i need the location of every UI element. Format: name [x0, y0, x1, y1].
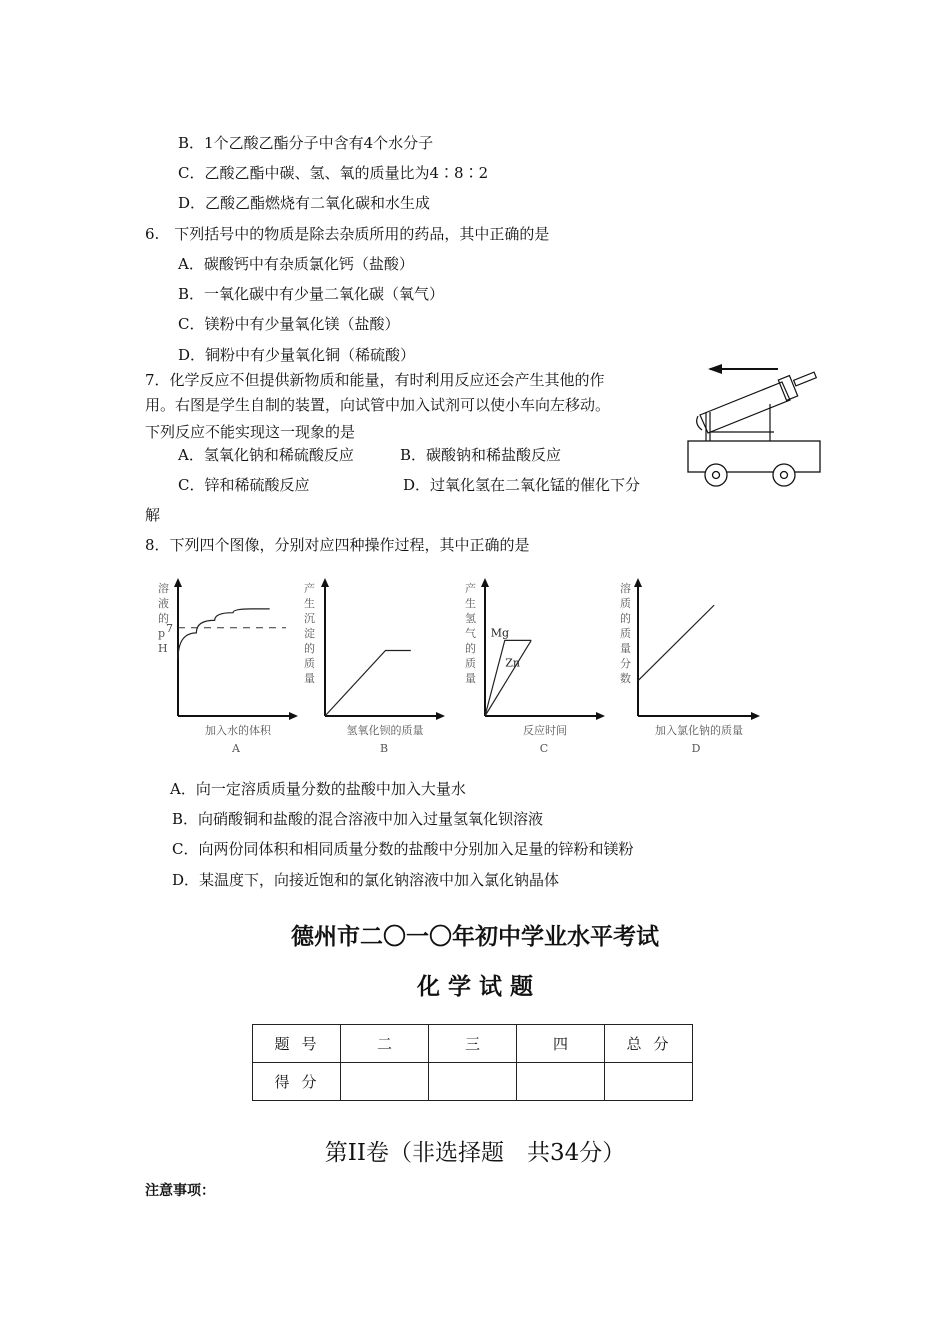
section-heading: 第II卷（非选择题 共34分） — [324, 1140, 626, 1166]
q8-option-b: B．向硝酸铜和盐酸的混合溶液中加入过量氢氧化钡溶液 — [172, 810, 544, 828]
series-label: Mg — [490, 626, 510, 640]
x-axis-label: 反应时间 — [523, 724, 567, 737]
q6-option-b: B．一氧化碳中有少量二氧化碳（氧气） — [178, 285, 445, 303]
q7-stem-line3: 下列反应不能实现这一现象的是 — [145, 423, 356, 441]
score-row-label: 得分 — [253, 1063, 341, 1101]
x-axis-label: 加入氯化钠的质量 — [655, 724, 743, 737]
q6-stem: 6. 下列括号中的物质是除去杂质所用的药品，其中正确的是 — [145, 225, 550, 243]
notes-heading: 注意事项： — [145, 1183, 215, 1199]
x-axis-label: 氢氧化钡的质量 — [346, 724, 424, 737]
score-table-header: 题号 — [253, 1025, 341, 1063]
wheel-icon — [705, 464, 795, 486]
q8-option-c: C．向两份同体积和相同质量分数的盐酸中分别加入足量的锌粉和镁粉 — [172, 840, 634, 858]
q7-stem-line1: 7．化学反应不但提供新物质和能量，有时利用反应还会产生其他的作 — [145, 371, 605, 389]
y-axis-arrow-icon — [321, 578, 329, 587]
y-axis-label: 溶液的 p H — [158, 582, 169, 655]
score-table-header: 四 — [517, 1025, 605, 1063]
x-axis-label: 加入水的体积 — [205, 724, 271, 737]
score-table-header: 二 — [341, 1025, 429, 1063]
series-line — [178, 609, 270, 659]
x-axis-arrow-icon — [436, 712, 445, 720]
q7-option-b: B．碳酸钠和稀盐酸反应 — [400, 446, 562, 464]
test-tube — [700, 372, 816, 433]
panel-letter: C — [539, 742, 549, 755]
series-label: Zn — [505, 656, 520, 670]
score-table-header-row — [253, 1025, 693, 1063]
exam-title: 德州市二〇一〇年初中学业水平考试 — [291, 924, 659, 950]
q7-option-c: C．锌和稀硫酸反应 — [178, 476, 310, 494]
cart-diagram — [682, 360, 827, 490]
q8-stem: 8．下列四个图像，分别对应四种操作过程，其中正确的是 — [145, 536, 530, 554]
score-cell — [605, 1063, 693, 1101]
x-axis-arrow-icon — [596, 712, 605, 720]
exam-subtitle: 化 学 试 题 — [416, 974, 534, 1000]
q8-charts — [0, 570, 950, 760]
score-table-score-row — [253, 1063, 693, 1101]
q7-option-a: A．氢氧化钠和稀硫酸反应 — [178, 446, 354, 464]
reference-line-label: 7 — [166, 621, 173, 635]
series-line — [325, 650, 411, 716]
q7-option-d: D．过氧化氢在二氧化锰的催化下分 — [403, 476, 641, 494]
score-table-header: 三 — [429, 1025, 517, 1063]
q7-option-d-continued: 解 — [145, 506, 161, 524]
y-axis-label: 产生氢气的质量 — [465, 582, 476, 685]
panel-letter: D — [691, 742, 701, 755]
score-table-header: 总分 — [605, 1025, 693, 1063]
y-axis-arrow-icon — [174, 578, 182, 587]
score-cell — [429, 1063, 517, 1101]
y-axis-label: 产生沉淀的质量 — [304, 582, 315, 685]
series-line — [638, 605, 714, 681]
q6-option-a: A．碳酸钙中有杂质氯化钙（盐酸） — [178, 255, 414, 273]
panel-letter: B — [379, 742, 389, 755]
left-arrow-icon — [708, 364, 778, 374]
q8-option-a: A．向一定溶质质量分数的盐酸中加入大量水 — [170, 780, 466, 798]
x-axis-arrow-icon — [289, 712, 298, 720]
score-cell — [517, 1063, 605, 1101]
q5-option-b: B．1个乙酸乙酯分子中含有4个水分子 — [178, 134, 434, 152]
q5-option-d: D．乙酸乙酯燃烧有二氧化碳和水生成 — [178, 194, 431, 212]
q6-option-d: D．铜粉中有少量氧化铜（稀硫酸） — [178, 346, 416, 364]
q7-stem-line2: 用。右图是学生自制的装置，向试管中加入试剂可以使小车向左移动。 — [145, 396, 611, 414]
q6-option-c: C．镁粉中有少量氧化镁（盐酸） — [178, 315, 400, 333]
score-table — [252, 1024, 693, 1101]
panel-letter: A — [232, 742, 240, 755]
x-axis-arrow-icon — [751, 712, 760, 720]
q5-option-c: C．乙酸乙酯中碳、氢、氧的质量比为4∶8∶2 — [178, 164, 489, 182]
q8-option-d: D．某温度下，向接近饱和的氯化钠溶液中加入氯化钠晶体 — [172, 871, 560, 889]
y-axis-arrow-icon — [634, 578, 642, 587]
series-line — [485, 640, 531, 716]
y-axis-label: 溶质的质量分数 — [620, 582, 631, 685]
y-axis-arrow-icon — [481, 578, 489, 587]
score-cell — [341, 1063, 429, 1101]
